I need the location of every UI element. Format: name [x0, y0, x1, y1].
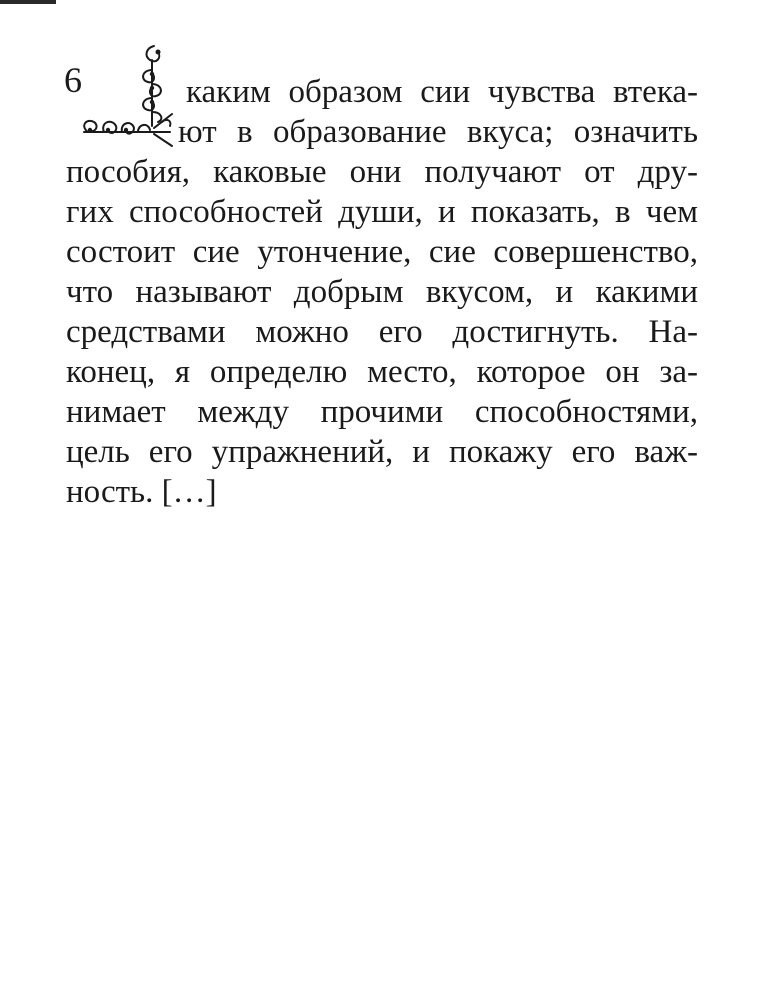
- text-line: гих способностей души, и показать, в чем: [66, 194, 698, 230]
- scan-edge-mark: [0, 0, 56, 4]
- text-line: что называют добрым вкусом, и какими: [66, 274, 698, 310]
- text-line: пособия, каковые они получают от дру-: [66, 154, 698, 190]
- text-line: средствами можно его достигнуть. На-: [66, 314, 698, 350]
- text-line: каким образом сии чувства втека-: [186, 74, 698, 110]
- text-line: конец, я определю место, которое он за-: [66, 354, 698, 390]
- text-line: нимает между прочими способностями,: [66, 394, 698, 430]
- body-text: [66, 72, 698, 512]
- text-line: ность. […]: [66, 474, 217, 510]
- text-line: состоит сие утончение, сие совершенство,: [66, 234, 698, 270]
- text-line: цель его упражнений, и покажу его важ-: [66, 434, 698, 470]
- page-number: 6: [64, 60, 82, 100]
- text-line: ют в образование вкуса; означить: [178, 114, 698, 150]
